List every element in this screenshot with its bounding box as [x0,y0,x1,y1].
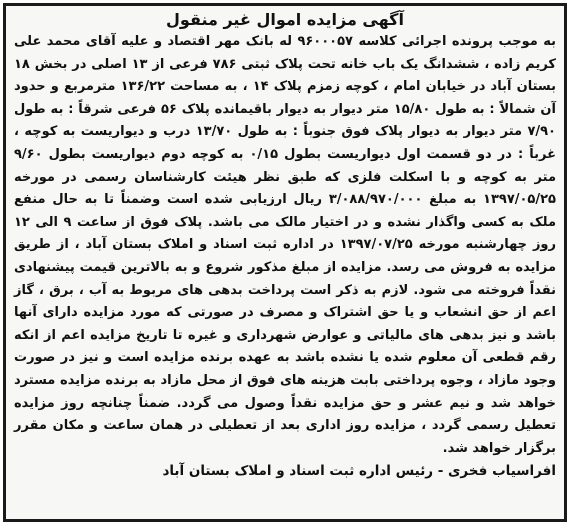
notice-body: به موجب پرونده اجرائی کلاسه ۹۶۰۰۰۵۷ له بانک مهر اقتصاد و علیه آقای محمد علی کریم زاده ، ششدانگ یک باب خانه تحت پلاک ثبتی ۷۸۶ فرعی از ۱۳ اصلی در بخش ۱۸ بستان آباد در خیابان امام ، کوچه زمزم پلاک ۱۴ ، به مساحت ۱۳۶/۲۲ مترمربع و حدود آن شمالاً : به طول ۱۵/۸۰ متر دیوار به دیوار باقیمانده پلاک ۵۶ فرعی شرقاً : به طول ۷/۹۰ متر دیوار به دیوار پلاک فوق جنوباً : به طول ۱۳/۷۰ درب و دیواریست به کوچه ، غرباً : در دو قسمت اول دیواریست بطول ۰/۱۵ به کوچه دوم دیواریست بطول ۹/۶۰ متر به کوچه و با اسکلت فلزی که طبق نظر هیئت کارشناسان رسمی در مورخه ۱۳۹۷/۰۵/۲۵ به مبلغ ۳/۰۸۸/۹۷۰/۰۰۰ ریال ارزیابی شده است وضمناً تا به حال منفع ملک به کسی واگذار نشده و در اختیار مالک می باشد. پلاک فوق از ساعت ۹ الی ۱۲ روز چهارشنبه مورخه ۱۳۹۷/۰۷/۲۵ در اداره ثبت اسناد و املاک بستان آباد ، از طریق مزایده به فروش می رسد. مزایده از مبلغ مذکور شروع و به بالاترین قیمت پیشنهادی نقداً فروخته می شود. لازم به ذکر است پرداخت بدهی های مربوط به آب ، برق ، گاز اعم از حق انشعاب و یا حق اشتراک و مصرف در صورتی که مورد مزایده دارای آنها باشد و نیز بدهی های مالیاتی و عوارض شهرداری و غیره تا تاریخ مزایده اعم از انکه رقم قطعی آن معلوم شده یا نشده باشد به عهده برنده مزایده است و نیز در صورت وجود مازاد ، وجوه پرداختی بابت هزینه های فوق از محل مازاد به برنده مزایده مسترد خواهد شد و نیم عشر و حق مزایده نقداً وصول می گردد. ضمناً چنانچه روز مزایده تعطیل رسمی گردد ، مزایده روز اداری بعد از تعطیلی در همان ساعت و مکان مقرر برگزار خواهد شد. [14,34,557,456]
auction-notice [3,3,567,522]
notice-signature: افراسیاب فخری - رئیس اداره ثبت اسناد و املاک بستان آباد [162,463,556,480]
notice-title: آگهی مزایده اموال غیر منقول [166,10,404,29]
